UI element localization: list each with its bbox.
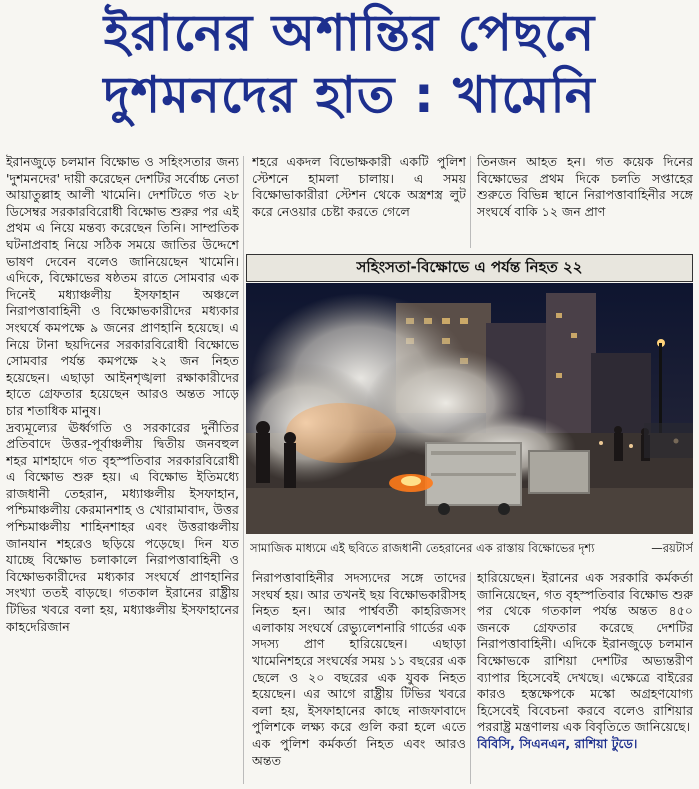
news-photo	[246, 283, 693, 534]
photo-banner: সহিংসতা-বিক্ষোভে এ পর্যন্ত নিহত ২২	[246, 254, 693, 282]
article-column-1	[6, 154, 239, 786]
photo-caption	[250, 539, 693, 557]
article-paragraph-5: নিরাপত্তাবাহিনীর সদস্যদের সঙ্গে তাদের সংঘর্ষ হয়। আর তখনই ছয় বিক্ষোভকারীসহ নিহত হন। আর পার্শ্ববর্তী কাহরিজসং এলাকায় সংঘর্ষে রেভ্যুলেশনারি গার্ডের এক সদস্য প্রাণ হারিয়েছেন। এছাড়া খামেনিশহরে সংঘর্ষের সময় ১১ বছরের এক ছেলে ও ২০ বছরের এক যুবক নিহত হয়েছেন। এর আগে রাষ্ট্রীয় টিভির খবরে বলা হয়, ইসফাহানের কাছে নাজফাবাদে পুলিশকে লক্ষ্য করে গুলি করা হলে এতে এক পুলিশ কর্মকর্তা নিহত এবং আরও অন্তত	[252, 570, 466, 768]
article-column-2	[252, 154, 466, 246]
column-divider-left	[243, 156, 244, 784]
article-column-3	[477, 154, 693, 246]
headline	[0, 2, 699, 126]
column-divider-bottom-right	[470, 572, 471, 784]
street-protest-photo	[246, 283, 693, 534]
article-paragraph-1: ইরানজুড়ে চলমান বিক্ষোভ ও সহিংসতার জন্য 'দুশমনদের' দায়ী করেছেন দেশটির সর্বোচ্চ নেতা আয়াতুল্লাহ আলী খামেনি। দেশটিতে গত ২৮ ডিসেম্বর সরকারবিরোধী বিক্ষোভ শুরুর পর এই প্রথম এ নিয়ে মন্তব্য করেছেন তিনি। সাম্প্রতিক ঘটনাপ্রবাহ নিয়ে সঠিক সময়ে জাতির উদ্দেশে ভাষণ দেবেন বলেও জানিয়েছেন খামেনি। এদিকে, বিক্ষোভের ষষ্ঠতম রাতে সোমবার এক দিনেই মধ্যাঞ্চলীয় ইসফাহান অঞ্চলে নিরাপত্তাবাহিনী ও বিক্ষোভকারীদের মধ্যকার সংঘর্ষে কমপক্ষে ৯ জনের প্রাণহানি হয়েছে। এ নিয়ে টানা ছয়দিনের সরকারবিরোধী বিক্ষোভে সোমবার পর্যন্ত কমপক্ষে ২২ জন নিহত হয়েছেন। এছাড়া আইনশৃঙ্খলা রক্ষাকারীদের হাতে গ্রেফতার হয়েছেন আরও অন্তত সাড়ে চার শতাধিক মানুষ।	[6, 154, 239, 418]
article-column-5	[477, 570, 693, 786]
headline-line-2: দুশমনদের হাত : খামেনি	[103, 66, 596, 124]
article-paragraph-6: হারিয়েছেন। ইরানের এক সরকারি কর্মকর্তা জানিয়েছেন, গত বৃহস্পতিবার বিক্ষোভ শুরু পর থেকে গতকাল পর্যন্ত অন্তত ৪৫০ জনকে গ্রেফতার করেছে দেশটির নিরাপত্তাবাহিনী। এদিকে ইরানজুড়ে চলমান বিক্ষোভকে রাশিয়া দেশটির অভ্যন্তরীণ ব্যাপার হিসেবেই দেখছে। এক্ষেত্রে বাইরের কারও হস্তক্ষেপকে মস্কো অগ্রহণযোগ্য হিসেবেই বিবেচনা করবে বলেও রাশিয়ার পররাষ্ট্র মন্ত্রণালয় এক বিবৃতিতে জানিয়েছে।	[477, 570, 693, 735]
article-paragraph-3: শহরে একদল বিভোক্ষকারী একটি পুলিশ স্টেশনে হামলা চালায়। এ সময় বিক্ষোভাকারীরা স্টেশন থেকে অস্ত্রশস্ত্র লুট করে নেওয়ার চেষ্টা করতে গেলে	[252, 154, 466, 219]
photo-credit: —রয়টার্স	[651, 541, 693, 555]
headline-line-1: ইরানের অশান্তির পেছনে	[103, 4, 596, 62]
article-signoff: বিবিসি, সিএনএন, রাশিয়া টুডে।	[477, 735, 638, 751]
article-paragraph-4: তিনজন আহত হন। গত কয়েক দিনের বিক্ষোভের প্রথম দিকে চলতি সপ্তাহের শুরুতে বিভিন্ন স্থানে নিরাপত্তাবাহিনীর সঙ্গে সংঘর্ষে বাকি ১২ জন প্রাণ	[477, 154, 693, 219]
column-divider-top-right	[470, 156, 471, 248]
article-paragraph-2: দ্রব্যমূল্যের ঊর্ধ্বগতি ও সরকারের দুর্নীতির প্রতিবাদে উত্তর-পূর্বাঞ্চলীয় দ্বিতীয় জনবহুল শহর মাশহাদে গত বৃহস্পতিবার সরকারবিরোধী এ বিক্ষোভ শুরু হয়। এ বিক্ষোভ ইতিমধ্যে রাজধানী তেহরান, মধ্যাঞ্চলীয় ইসফাহান, পশ্চিমাঞ্চলীয় কেরমানশাহ ও খোরামাবাদ, উত্তর পশ্চিমাঞ্চলীয় শাহিনশাহর এবং উত্তরাঞ্চলীয় জানযান শহরেও ছড়িয়ে পড়েছে। দিন যত যাচ্ছে বিক্ষোভ চলাকালে নিরাপত্তাবাহিনী ও বিক্ষোভকারীদের মধ্যকার সংঘর্ষে প্রাণহানির সংখ্যা ততই বাড়ছে। গতকাল ইরানের রাষ্ট্রীয় টিভির খবরে বলা হয়, মধ্যাঞ্চলীয় ইসফাহানের কাহদেরিজান	[6, 419, 239, 634]
article-column-4	[252, 570, 466, 786]
photo-caption-text: সামাজিক মাধ্যমে এই ছবিতে রাজধানী তেহরানের এক রাস্তায় বিক্ষোভের দৃশ্য	[250, 541, 595, 555]
